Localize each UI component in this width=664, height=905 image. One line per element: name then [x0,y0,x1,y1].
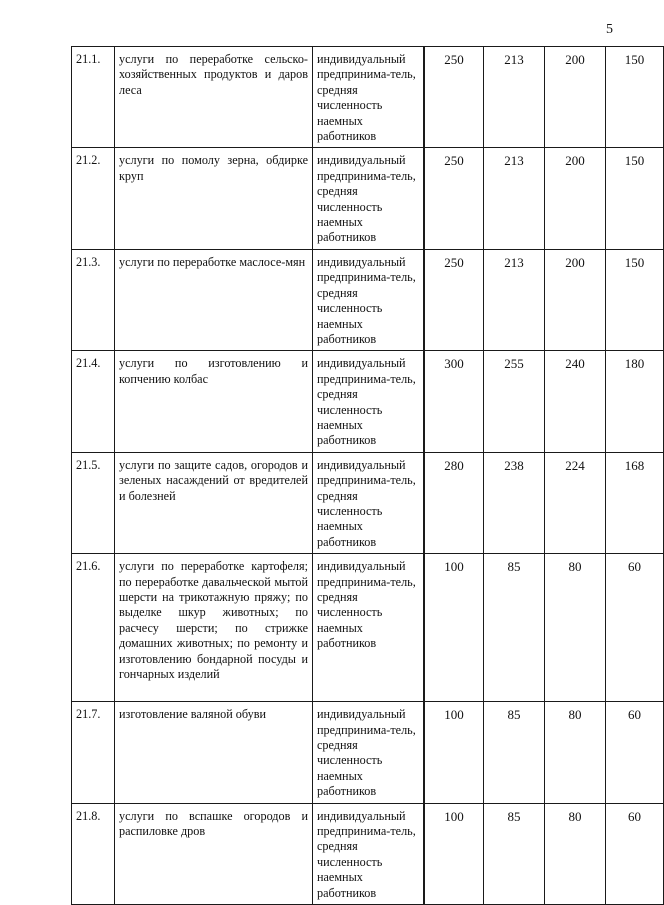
rate-value-4: 168 [606,452,664,553]
row-number: 21.3. [72,249,115,350]
table-row [72,148,664,249]
service-description: услуги по помолу зерна, обдирке круп [119,153,308,183]
row-number: 21.7. [72,702,115,803]
rate-value-4: 60 [606,554,664,702]
rate-value-3: 200 [545,47,606,148]
table-row [72,554,664,702]
service-description: изготовление валяной обуви [119,707,266,722]
payer-category: индивидуальный предпринима-тель, средняя численность наемных работников [317,707,416,799]
rate-value-1: 100 [424,803,484,904]
rate-value-3: 80 [545,554,606,702]
payer-category: индивидуальный предпринима-тель, средняя численность наемных работников [317,52,416,144]
payer-category: индивидуальный предпринима-тель, средняя численность наемных работников [317,559,416,651]
table-row [72,452,664,553]
rate-value-2: 238 [484,452,545,553]
service-description: услуги по переработке картофеля; по переработке давальческой мытой шерсти на трикотажную пряжу; по выделке шкур животных; по расчесу шерсти; по стрижке домашних животных; по ремонту и изготовлению бондарной посуды и гончарных изделий [119,559,308,682]
service-description: услуги по защите садов, огородов и зеленых насаждений от вредителей и болезней [119,457,308,503]
rate-value-4: 60 [606,702,664,803]
row-number: 21.5. [72,452,115,553]
rate-value-1: 250 [424,148,484,249]
rate-value-2: 255 [484,351,545,452]
rate-value-3: 200 [545,148,606,249]
page-number: 5 [606,22,613,37]
table-row [72,47,664,148]
rate-value-1: 100 [424,702,484,803]
rate-value-3: 224 [545,452,606,553]
payer-category: индивидуальный предпринима-тель, средняя численность наемных работников [317,153,416,245]
table-row [72,702,664,803]
rate-value-4: 150 [606,249,664,350]
tariff-table [71,46,664,905]
rate-value-2: 85 [484,554,545,702]
rate-value-1: 300 [424,351,484,452]
rate-value-3: 80 [545,702,606,803]
service-description: услуги по переработке сельско-хозяйственных продуктов и даров леса [119,52,308,97]
service-description: услуги по переработке маслосе-мян [119,254,306,269]
service-description: услуги по вспашке огородов и распиловке дров [119,808,308,839]
rate-value-3: 240 [545,351,606,452]
table-row [72,803,664,904]
rate-value-1: 280 [424,452,484,553]
row-number: 21.6. [72,554,115,702]
row-number: 21.1. [72,47,115,148]
rate-value-3: 80 [545,803,606,904]
payer-category: индивидуальный предпринима-тель, средняя численность наемных работников [317,356,416,448]
rate-value-1: 100 [424,554,484,702]
rate-value-2: 213 [484,148,545,249]
rate-value-2: 213 [484,249,545,350]
payer-category: индивидуальный предпринима-тель, средняя численность наемных работников [317,254,416,346]
row-number: 21.2. [72,148,115,249]
rate-value-4: 150 [606,47,664,148]
rate-value-3: 200 [545,249,606,350]
rate-value-4: 150 [606,148,664,249]
row-number: 21.8. [72,803,115,904]
table-row [72,249,664,350]
rate-value-1: 250 [424,47,484,148]
service-description: услуги по изготовлению и копчению колбас [119,356,308,386]
rate-value-2: 213 [484,47,545,148]
payer-category: индивидуальный предпринима-тель, средняя численность наемных работников [317,457,416,549]
payer-category: индивидуальный предпринима-тель, средняя численность наемных работников [317,808,416,900]
row-number: 21.4. [72,351,115,452]
rate-value-4: 60 [606,803,664,904]
table-row [72,351,664,452]
rate-value-2: 85 [484,702,545,803]
rate-value-2: 85 [484,803,545,904]
rate-value-1: 250 [424,249,484,350]
rate-value-4: 180 [606,351,664,452]
